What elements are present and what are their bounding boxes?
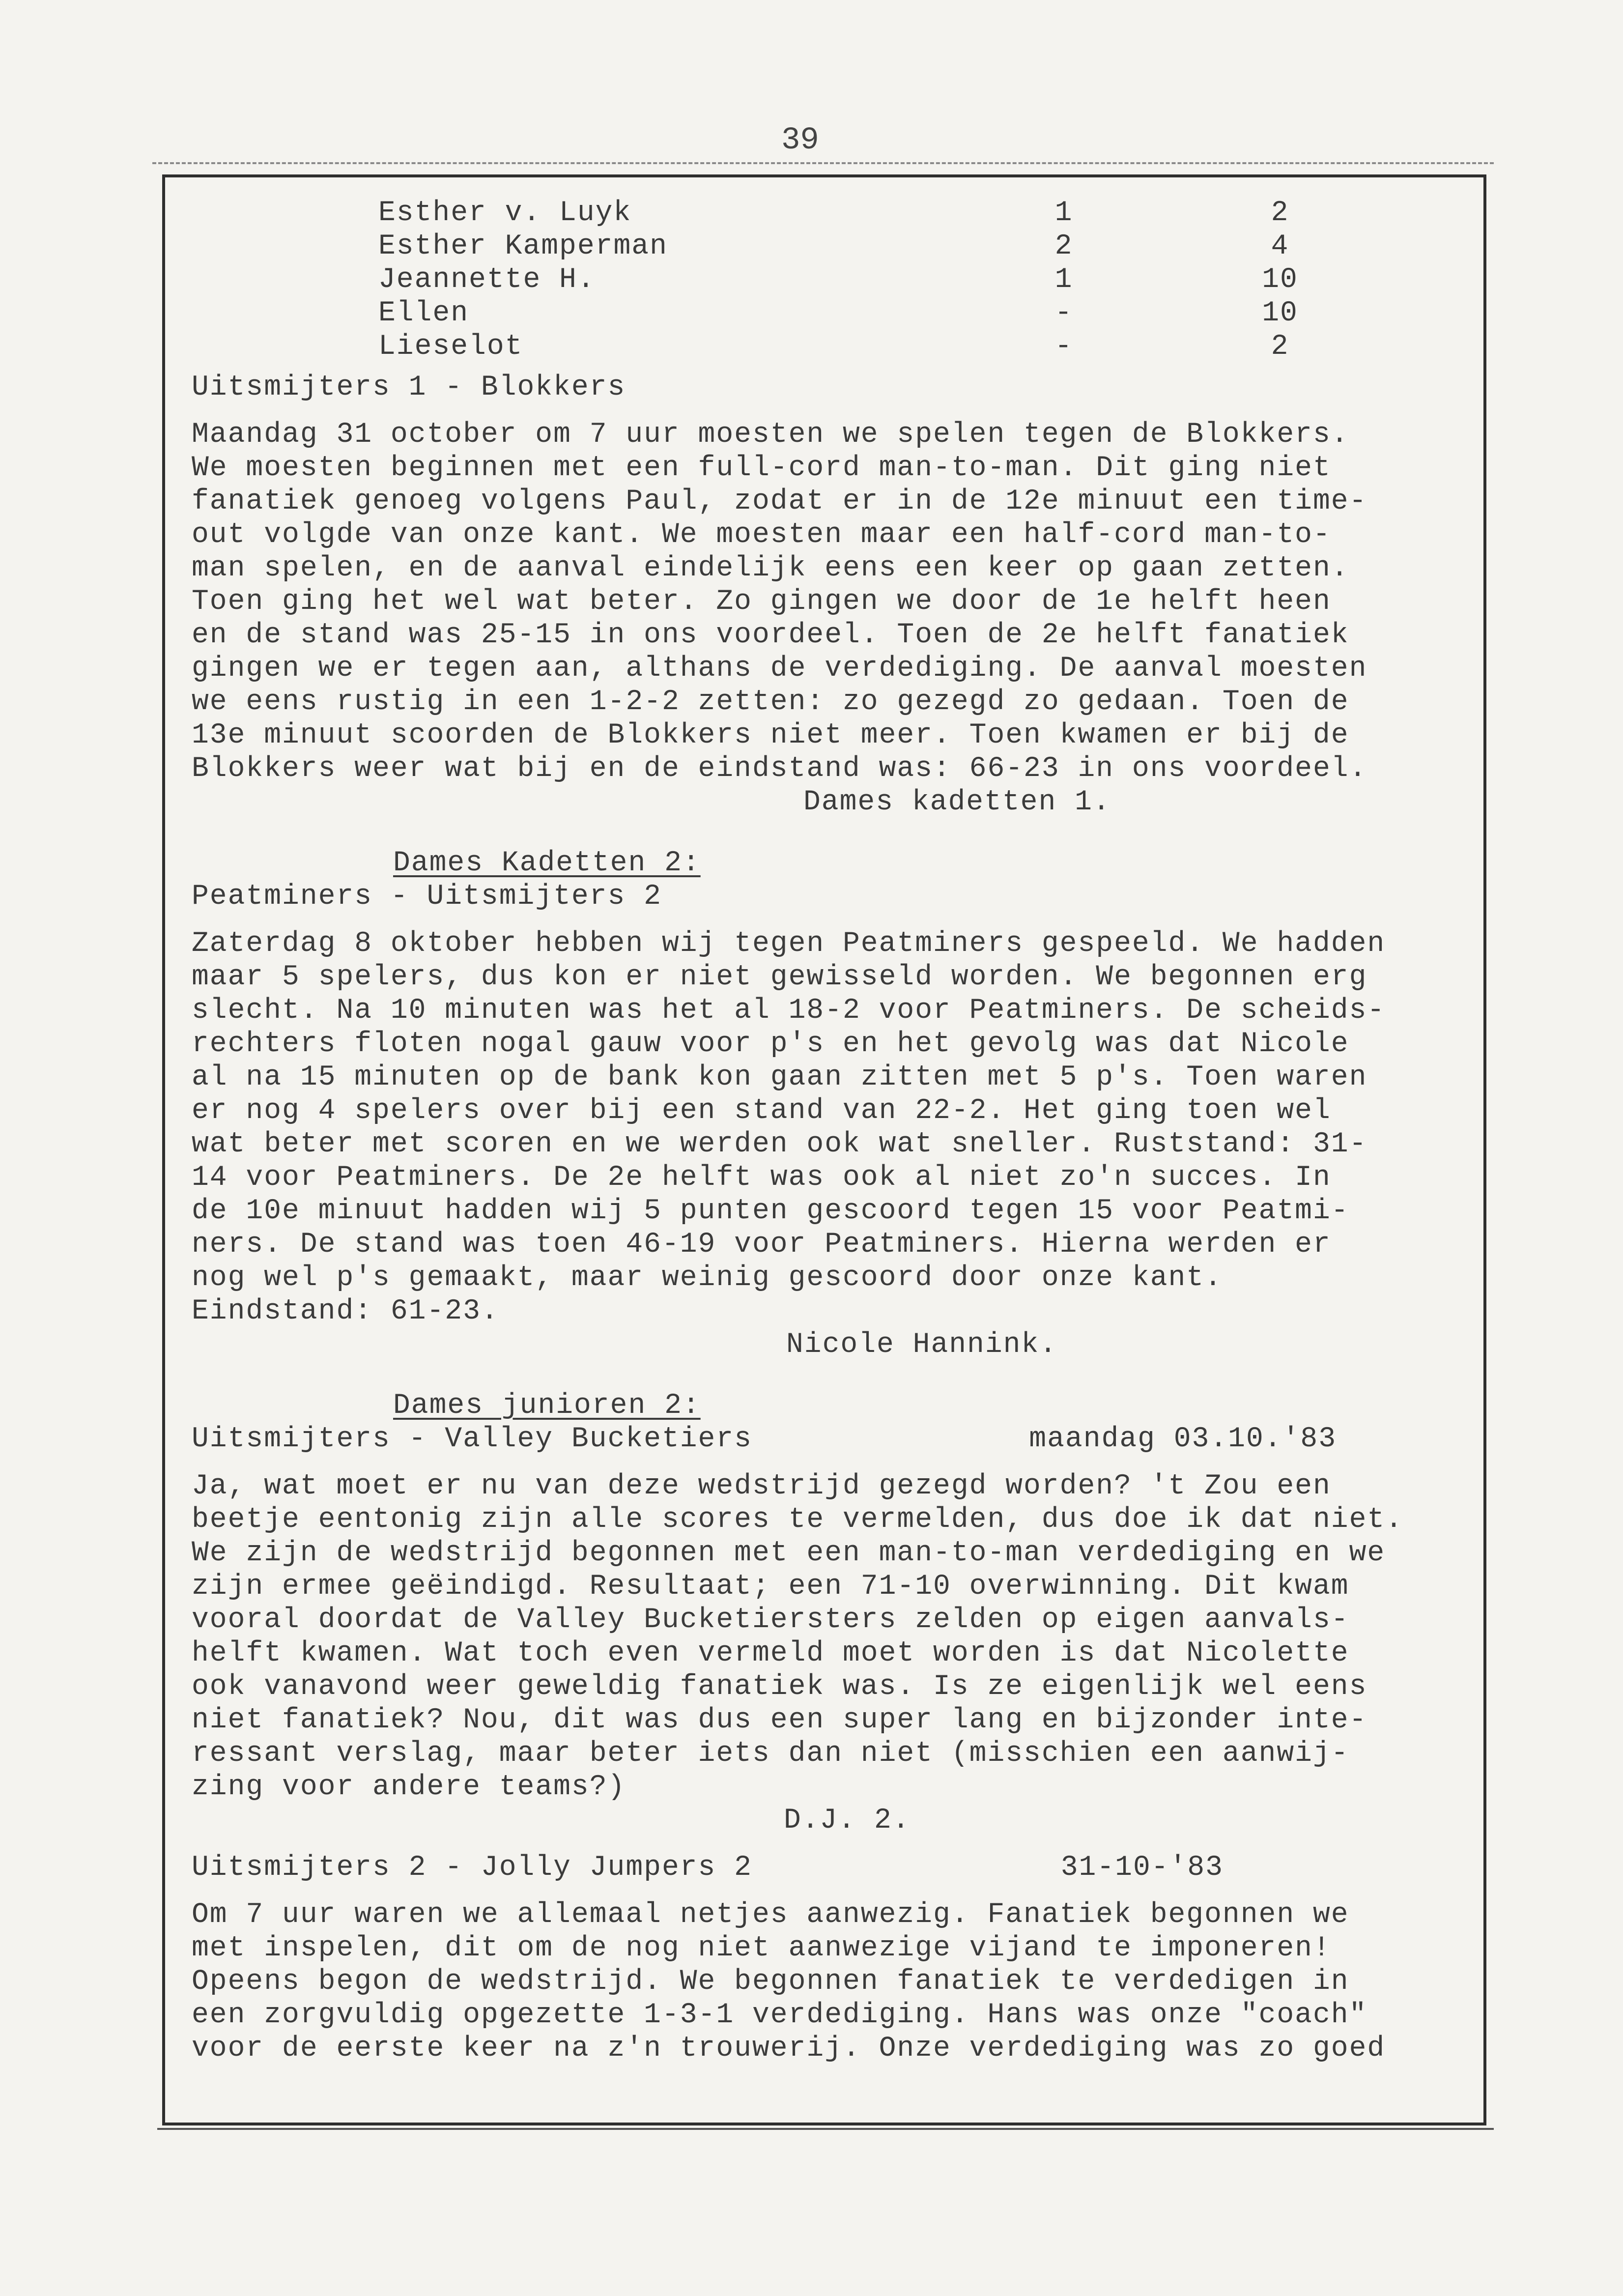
body-line: ook vanavond weer geweldig fanatiek was. Is ze eigenlijk wel eens: [192, 1671, 1367, 1703]
stats-row: [378, 197, 1479, 230]
stats-row: [378, 297, 1479, 330]
section-dames-junioren-2: [192, 1389, 1479, 1837]
player-name: Esther Kamperman: [378, 230, 668, 262]
report-signature: Nicole Hannink.: [786, 1329, 1058, 1361]
report-title: Uitsmijters - Valley Bucketiers: [192, 1423, 752, 1455]
body-line: niet fanatiek? Nou, dit was dus een super lang en bijzonder inte-: [192, 1704, 1367, 1736]
section-heading: Dames junioren 2:: [393, 1390, 701, 1422]
body-line: we eens rustig in een 1-2-2 zetten: zo gezegd zo gedaan. Toen de: [192, 686, 1349, 718]
body-line: slecht. Na 10 minuten was het al 18-2 voor Peatminers. De scheids-: [192, 995, 1386, 1027]
report-header: [192, 1851, 1479, 1885]
body-line: helft kwamen. Wat toch even vermeld moet worden is dat Nicolette: [192, 1637, 1349, 1669]
player-name: Lieselot: [378, 331, 523, 363]
body-line: 13e minuut scoorden de Blokkers niet meer. Toen kwamen er bij de: [192, 719, 1349, 751]
stat-value-b: 10: [1262, 264, 1298, 296]
report-uitsmijters2-jolly-jumpers: [192, 1851, 1479, 2066]
body-line: out volgde van onze kant. We moesten maar een half-cord man-to-: [192, 519, 1331, 551]
stats-table: [378, 197, 1479, 371]
report-date: 31-10-'83: [1060, 1852, 1224, 1884]
page-content: [192, 197, 1479, 2066]
body-line: Opeens begon de wedstrijd. We begonnen fanatiek te verdedigen in: [192, 1966, 1349, 1998]
report-uitsmijters1-blokkers: [192, 371, 1479, 819]
stat-value-b: 4: [1271, 230, 1289, 262]
stats-row: [378, 330, 1479, 364]
body-line: Toen ging het wel wat beter. Zo gingen we door de 1e helft heen: [192, 586, 1331, 618]
body-line: Om 7 uur waren we allemaal netjes aanwezig. Fanatiek begonnen we: [192, 1899, 1349, 1931]
report-signature: D.J. 2.: [784, 1805, 911, 1837]
body-line: met inspelen, dit om de nog niet aanwezige vijand te imponeren!: [192, 1932, 1331, 1964]
body-line: beetje eentonig zijn alle scores te vermelden, dus doe ik dat niet.: [192, 1504, 1403, 1536]
report-title: Uitsmijters 2 - Jolly Jumpers 2: [192, 1852, 752, 1884]
body-line: vooral doordat de Valley Bucketiersters zelden op eigen aanvals-: [192, 1604, 1349, 1636]
stat-value-b: 10: [1262, 297, 1298, 329]
body-line: 14 voor Peatminers. De 2e helft was ook al niet zo'n succes. In: [192, 1162, 1331, 1194]
body-line: ressant verslag, maar beter iets dan niet (misschien een aanwij-: [192, 1738, 1349, 1770]
body-line: We zijn de wedstrijd begonnen met een man-to-man verdediging en we: [192, 1537, 1386, 1569]
body-line: Maandag 31 october om 7 uur moesten we spelen tegen de Blokkers.: [192, 419, 1349, 451]
section-heading: Dames Kadetten 2:: [393, 847, 701, 879]
body-line: We moesten beginnen met een full-cord man-to-man. Dit ging niet: [192, 452, 1331, 484]
stat-value-a: -: [1054, 331, 1073, 363]
stats-row: [378, 230, 1479, 263]
player-name: Jeannette H.: [378, 264, 596, 296]
report-body: [192, 1898, 1479, 2066]
body-line: man spelen, en de aanval eindelijk eens een keer op gaan zetten.: [192, 552, 1349, 584]
body-line: Ja, wat moet er nu van deze wedstrijd gezegd worden? 't Zou een: [192, 1470, 1331, 1502]
body-line: rechters floten nogal gauw voor p's en het gevolg was dat Nicole: [192, 1028, 1349, 1060]
body-line: en de stand was 25-15 in ons voordeel. Toen de 2e helft fanatiek: [192, 619, 1349, 651]
section-dames-kadetten-2: [192, 847, 1479, 1362]
player-name: Esther v. Luyk: [378, 197, 632, 229]
body-line: zijn ermee geëindigd. Resultaat; een 71-10 overwinning. Dit kwam: [192, 1571, 1349, 1603]
body-line: ners. De stand was toen 46-19 voor Peatminers. Hierna werden er: [192, 1229, 1331, 1261]
body-line: de 10e minuut hadden wij 5 punten gescoord tegen 15 voor Peatmi-: [192, 1195, 1349, 1227]
stat-value-a: -: [1054, 297, 1073, 329]
report-title: Peatminers - Uitsmijters 2: [192, 881, 662, 913]
stat-value-b: 2: [1271, 331, 1289, 363]
body-line: Eindstand: 61-23.: [192, 1295, 499, 1327]
stat-value-b: 2: [1271, 197, 1289, 229]
body-line: voor de eerste keer na z'n trouwerij. Onze verdediging was zo goed: [192, 2033, 1386, 2065]
report-body: [192, 1470, 1479, 1804]
body-line: maar 5 spelers, dus kon er niet gewisseld worden. We begonnen erg: [192, 961, 1367, 993]
stat-value-a: 1: [1054, 264, 1073, 296]
body-line: er nog 4 spelers over bij een stand van 22-2. Het ging toen wel: [192, 1095, 1331, 1127]
body-line: gingen we er tegen aan, althans de verdediging. De aanval moesten: [192, 653, 1367, 685]
body-line: zing voor andere teams?): [192, 1771, 626, 1803]
player-name: Ellen: [378, 297, 469, 329]
report-body: [192, 927, 1479, 1328]
report-date: maandag 03.10.'83: [1029, 1423, 1337, 1455]
body-line: Zaterdag 8 oktober hebben wij tegen Peatminers gespeeld. We hadden: [192, 928, 1386, 960]
stat-value-a: 1: [1054, 197, 1073, 229]
report-body: [192, 418, 1479, 786]
frame-bottom-rule: [157, 2128, 1494, 2130]
body-line: wat beter met scoren en we werden ook wat sneller. Ruststand: 31-: [192, 1128, 1367, 1160]
report-signature: Dames kadetten 1.: [803, 786, 1111, 818]
body-line: nog wel p's gemaakt, maar weinig gescoord door onze kant.: [192, 1262, 1223, 1294]
stat-value-a: 2: [1054, 230, 1073, 262]
page-number: 39: [781, 123, 819, 158]
report-title: Uitsmijters 1 - Blokkers: [192, 372, 626, 403]
body-line: fanatiek genoeg volgens Paul, zodat er in de 12e minuut een time-: [192, 486, 1367, 517]
top-rule: [152, 162, 1494, 164]
report-header: [192, 1423, 1479, 1456]
body-line: Blokkers weer wat bij en de eindstand was: 66-23 in ons voordeel.: [192, 753, 1367, 785]
body-line: al na 15 minuten op de bank kon gaan zitten met 5 p's. Toen waren: [192, 1062, 1367, 1093]
stats-row: [378, 263, 1479, 297]
body-line: een zorgvuldig opgezette 1-3-1 verdediging. Hans was onze "coach": [192, 1999, 1367, 2031]
